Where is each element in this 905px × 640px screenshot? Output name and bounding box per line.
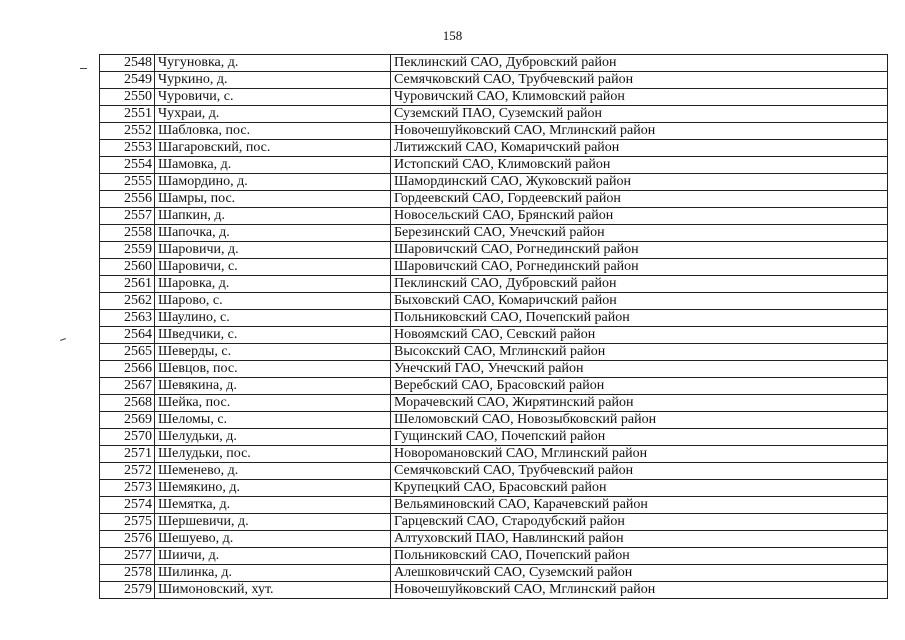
row-number: 2578 — [100, 565, 155, 582]
table-row — [100, 412, 888, 429]
settlement-name: Шелудьки, пос. — [155, 446, 391, 463]
settlement-name: Шамры, пос. — [155, 191, 391, 208]
table-row — [100, 582, 888, 599]
table-row — [100, 395, 888, 412]
administrative-unit: Березинский САО, Унечский район — [391, 225, 888, 242]
table-row — [100, 191, 888, 208]
administrative-unit: Веребский САО, Брасовский район — [391, 378, 888, 395]
row-number: 2567 — [100, 378, 155, 395]
row-number: 2558 — [100, 225, 155, 242]
table-row — [100, 463, 888, 480]
row-number: 2572 — [100, 463, 155, 480]
settlement-name: Шешуево, д. — [155, 531, 391, 548]
administrative-unit: Новоямский САО, Севский район — [391, 327, 888, 344]
table-row — [100, 344, 888, 361]
table-row — [100, 174, 888, 191]
row-number: 2556 — [100, 191, 155, 208]
row-number: 2562 — [100, 293, 155, 310]
table-row — [100, 293, 888, 310]
settlement-name: Шапкин, д. — [155, 208, 391, 225]
table-row — [100, 208, 888, 225]
table-row — [100, 327, 888, 344]
settlement-name: Чуркино, д. — [155, 72, 391, 89]
table-row — [100, 157, 888, 174]
administrative-unit: Семячковский САО, Трубчевский район — [391, 463, 888, 480]
administrative-unit: Пеклинский САО, Дубровский район — [391, 55, 888, 72]
table-row — [100, 514, 888, 531]
table-row — [100, 497, 888, 514]
table-row — [100, 140, 888, 157]
table-row — [100, 531, 888, 548]
table-row — [100, 480, 888, 497]
row-number: 2573 — [100, 480, 155, 497]
table-row — [100, 378, 888, 395]
table-row — [100, 361, 888, 378]
table-row — [100, 89, 888, 106]
row-number: 2561 — [100, 276, 155, 293]
administrative-unit: Новоромановский САО, Мглинский район — [391, 446, 888, 463]
row-number: 2551 — [100, 106, 155, 123]
row-number: 2555 — [100, 174, 155, 191]
administrative-unit: Шеломовский САО, Новозыбковский район — [391, 412, 888, 429]
page-number: 158 — [442, 28, 463, 43]
administrative-unit: Унечский ГАО, Унечский район — [391, 361, 888, 378]
settlement-name: Шеломы, с. — [155, 412, 391, 429]
row-number: 2577 — [100, 548, 155, 565]
settlement-name: Чухраи, д. — [155, 106, 391, 123]
scan-mark — [80, 68, 87, 69]
administrative-unit: Семячковский САО, Трубчевский район — [391, 72, 888, 89]
settlement-name: Шведчики, с. — [155, 327, 391, 344]
settlement-name: Шабловка, пос. — [155, 123, 391, 140]
row-number: 2575 — [100, 514, 155, 531]
administrative-unit: Суземский ПАО, Суземский район — [391, 106, 888, 123]
row-number: 2549 — [100, 72, 155, 89]
settlement-name: Шемякино, д. — [155, 480, 391, 497]
administrative-unit: Вельяминовский САО, Карачевский район — [391, 497, 888, 514]
table-row — [100, 123, 888, 140]
table-row — [100, 565, 888, 582]
table-row — [100, 429, 888, 446]
administrative-unit: Новочешуйковский САО, Мглинский район — [391, 123, 888, 140]
settlement-name: Шиичи, д. — [155, 548, 391, 565]
table-row — [100, 55, 888, 72]
administrative-unit: Шаровичский САО, Рогнединский район — [391, 242, 888, 259]
administrative-unit: Польниковский САО, Почепский район — [391, 310, 888, 327]
administrative-unit: Гущинский САО, Почепский район — [391, 429, 888, 446]
row-number: 2548 — [100, 55, 155, 72]
settlement-name: Шилинка, д. — [155, 565, 391, 582]
row-number: 2568 — [100, 395, 155, 412]
settlement-name: Шагаровский, пос. — [155, 140, 391, 157]
settlement-name: Шеверды, с. — [155, 344, 391, 361]
settlement-name: Чугуновка, д. — [155, 55, 391, 72]
administrative-unit: Алтуховский ПАО, Навлинский район — [391, 531, 888, 548]
administrative-unit: Чуровичский САО, Климовский район — [391, 89, 888, 106]
table-row — [100, 548, 888, 565]
table-row — [100, 310, 888, 327]
settlement-name: Шаровичи, с. — [155, 259, 391, 276]
row-number: 2565 — [100, 344, 155, 361]
settlement-name: Шарово, с. — [155, 293, 391, 310]
table-row — [100, 225, 888, 242]
table-row — [100, 106, 888, 123]
table-row — [100, 72, 888, 89]
row-number: 2550 — [100, 89, 155, 106]
row-number: 2564 — [100, 327, 155, 344]
row-number: 2553 — [100, 140, 155, 157]
row-number: 2569 — [100, 412, 155, 429]
administrative-unit: Шаровичский САО, Рогнединский район — [391, 259, 888, 276]
administrative-unit: Алешковичский САО, Суземский район — [391, 565, 888, 582]
row-number: 2570 — [100, 429, 155, 446]
settlement-name: Шейка, пос. — [155, 395, 391, 412]
settlement-name: Шемятка, д. — [155, 497, 391, 514]
row-number: 2574 — [100, 497, 155, 514]
administrative-unit: Новосельский САО, Брянский район — [391, 208, 888, 225]
administrative-unit: Пеклинский САО, Дубровский район — [391, 276, 888, 293]
settlement-name: Шершевичи, д. — [155, 514, 391, 531]
row-number: 2557 — [100, 208, 155, 225]
row-number: 2571 — [100, 446, 155, 463]
settlements-table — [99, 54, 888, 599]
administrative-unit: Литижский САО, Комаричский район — [391, 140, 888, 157]
administrative-unit: Быховский САО, Комаричский район — [391, 293, 888, 310]
administrative-unit: Крупецкий САО, Брасовский район — [391, 480, 888, 497]
row-number: 2560 — [100, 259, 155, 276]
settlement-name: Чуровичи, с. — [155, 89, 391, 106]
row-number: 2566 — [100, 361, 155, 378]
settlements-table-body — [100, 55, 888, 599]
scan-mark — [60, 338, 66, 341]
settlement-name: Шеменево, д. — [155, 463, 391, 480]
administrative-unit: Гордеевский САО, Гордеевский район — [391, 191, 888, 208]
settlement-name: Шамордино, д. — [155, 174, 391, 191]
administrative-unit: Высокский САО, Мглинский район — [391, 344, 888, 361]
row-number: 2554 — [100, 157, 155, 174]
row-number: 2579 — [100, 582, 155, 599]
settlement-name: Шапочка, д. — [155, 225, 391, 242]
settlement-name: Шаровка, д. — [155, 276, 391, 293]
administrative-unit: Истопский САО, Климовский район — [391, 157, 888, 174]
administrative-unit: Гарцевский САО, Стародубский район — [391, 514, 888, 531]
table-row — [100, 446, 888, 463]
administrative-unit: Новочешуйковский САО, Мглинский район — [391, 582, 888, 599]
settlement-name: Шамовка, д. — [155, 157, 391, 174]
settlement-name: Шевцов, пос. — [155, 361, 391, 378]
administrative-unit: Польниковский САО, Почепский район — [391, 548, 888, 565]
settlement-name: Шимоновский, хут. — [155, 582, 391, 599]
settlement-name: Шаулино, с. — [155, 310, 391, 327]
settlement-name: Шелудьки, д. — [155, 429, 391, 446]
settlement-name: Шаровичи, д. — [155, 242, 391, 259]
table-row — [100, 276, 888, 293]
settlement-name: Шевякина, д. — [155, 378, 391, 395]
row-number: 2576 — [100, 531, 155, 548]
administrative-unit: Морачевский САО, Жирятинский район — [391, 395, 888, 412]
row-number: 2563 — [100, 310, 155, 327]
table-row — [100, 259, 888, 276]
row-number: 2559 — [100, 242, 155, 259]
administrative-unit: Шамординский САО, Жуковский район — [391, 174, 888, 191]
table-row — [100, 242, 888, 259]
row-number: 2552 — [100, 123, 155, 140]
